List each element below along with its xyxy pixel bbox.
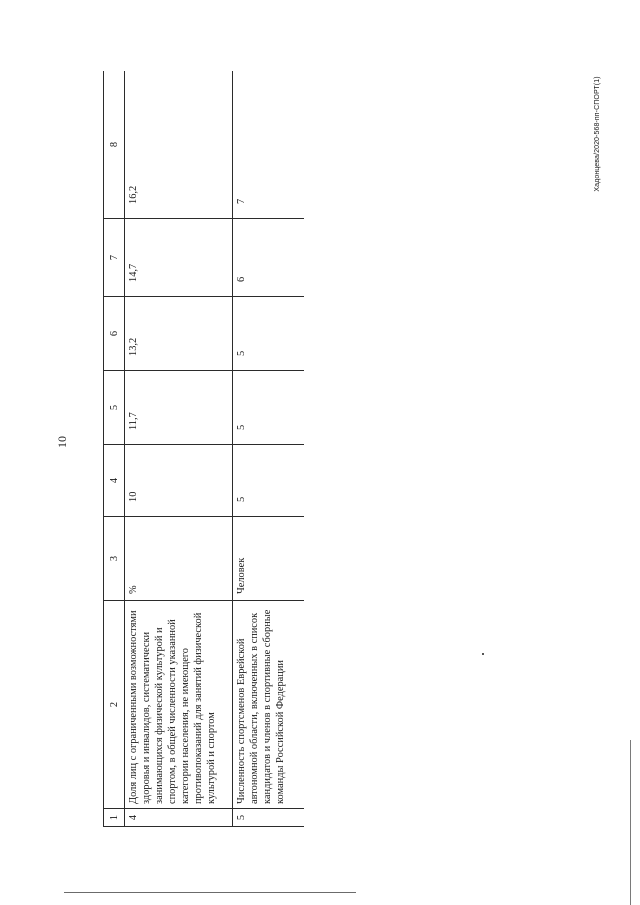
- value-cell: 5: [233, 297, 305, 371]
- header-col-5: 5: [104, 371, 125, 445]
- row-number: 4: [125, 809, 233, 827]
- page-number: 10: [55, 436, 69, 448]
- value-cell: 6: [233, 219, 305, 297]
- scan-edge-line: [630, 740, 631, 905]
- unit-cell: Человек: [233, 517, 305, 601]
- header-col-8: 8: [104, 71, 125, 219]
- row-number: 5: [233, 809, 305, 827]
- indicator-name: Доля лиц с ограниченными возможностями здоровья и инвалидов, систематически занимающихся физической культурой и спортом, в общей численности указанной категории населения, не имеющего противопоказаний для занятий физической культурой и спортом: [125, 601, 233, 809]
- table-header-row: [104, 71, 125, 827]
- unit-cell: %: [125, 517, 233, 601]
- header-col-3: 3: [104, 517, 125, 601]
- document-code: Хадонцева/2020-568-пп-СПОРТ(1): [594, 76, 601, 192]
- scan-speck: [482, 653, 484, 655]
- header-col-1: 1: [104, 809, 125, 827]
- header-col-4: 4: [104, 445, 125, 517]
- table-row: [125, 71, 233, 827]
- scan-edge-line: [64, 892, 356, 893]
- value-cell: 5: [233, 371, 305, 445]
- value-cell: 11,7: [125, 371, 233, 445]
- value-cell: 13,2: [125, 297, 233, 371]
- header-col-2: 2: [104, 601, 125, 809]
- value-cell: 5: [233, 445, 305, 517]
- value-cell: 10: [125, 445, 233, 517]
- value-cell: 16,2: [125, 71, 233, 219]
- table-row: [233, 71, 305, 827]
- indicators-table-frame: [103, 71, 304, 827]
- indicators-table: [103, 71, 304, 827]
- indicators-table-rotated: [103, 71, 304, 827]
- header-col-6: 6: [104, 297, 125, 371]
- value-cell: 14,7: [125, 219, 233, 297]
- value-cell: 7: [233, 71, 305, 219]
- header-col-7: 7: [104, 219, 125, 297]
- indicator-name: Численность спортсменов Еврейской автономной области, включенных в список кандидатов и членов в спортивные сборные команды Российской Федерации: [233, 601, 305, 809]
